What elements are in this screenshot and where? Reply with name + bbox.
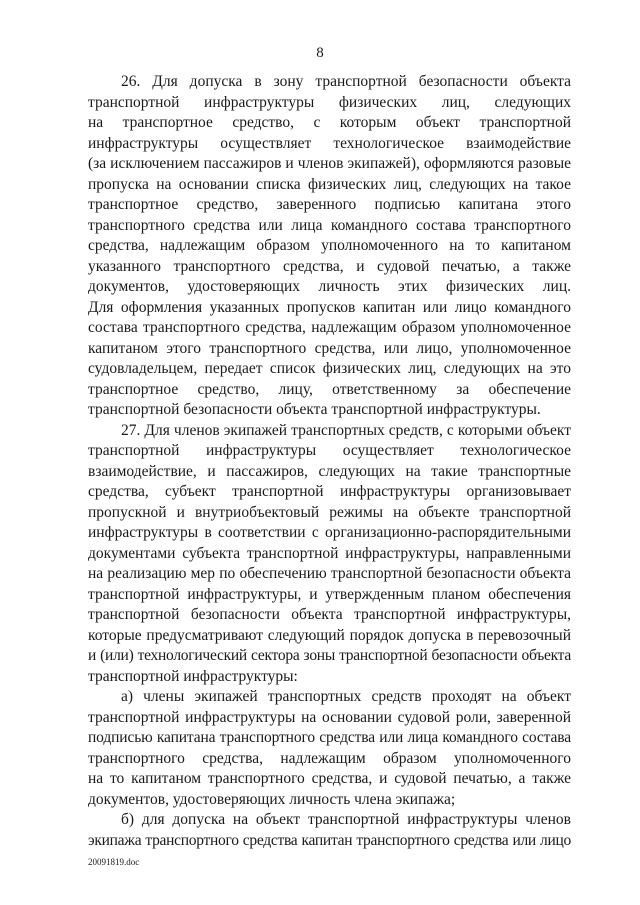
text-line: документов, удостоверяющих личность этих физических лиц.: [88, 278, 571, 295]
text-line: инфраструктуры в соответствии с организационно-распорядительными: [88, 524, 571, 541]
text-line: пропускной и внутриобъектовый режимы на объекте транспортной: [88, 503, 571, 521]
text-line: взаимодействие, и пассажиров, следующих на такие транспортные: [88, 462, 571, 480]
text-line: документами субъекта транспортной инфраструктуры, направленными: [88, 544, 571, 562]
text-line: транспортного средства или лица командного состава транспортного: [88, 216, 571, 234]
page-number: 8: [316, 45, 324, 61]
document-body: [88, 72, 571, 851]
text-line: 27. Для членов экипажей транспортных средств, с которыми объект: [121, 421, 571, 439]
text-line: на транспортное средство, с которым объект транспортной: [88, 114, 571, 131]
text-line: капитаном этого транспортного средства, или лицо, уполномоченное: [88, 339, 571, 357]
footer-filename: 20091819.doc: [88, 857, 140, 867]
text-line: б) для допуска на объект транспортной инфраструктуры членов: [121, 811, 571, 828]
text-line: транспортной инфраструктуры, и утвержденным планом обеспечения: [88, 585, 571, 603]
text-line: подписью капитана транспортного средства или лица командного состава: [88, 729, 571, 746]
text-line: транспортной безопасности объекта транспортной инфраструктуры,: [88, 606, 571, 623]
text-line: экипажа транспортного средства капитан транспортного средства или лицо: [88, 831, 571, 849]
text-line: транспортной инфраструктуры:: [88, 667, 298, 685]
text-line: транспортного средства, надлежащим образом уполномоченного: [88, 749, 571, 767]
text-line: транспортной инфраструктуры осуществляет технологическое: [88, 442, 571, 459]
text-line: указанного транспортного средства, и судовой печатью, а также: [88, 257, 571, 275]
text-line: судовладельцем, передает список физических лиц, следующих на это: [88, 360, 571, 377]
text-line: транспортной инфраструктуры физических лиц, следующих: [88, 93, 571, 111]
text-line: на реализацию мер по обеспечению транспортной безопасности объекта: [88, 565, 571, 582]
text-line: транспортной инфраструктуры на основании судовой роли, заверенной: [88, 708, 571, 726]
text-line: которые предусматривают следующий порядок допуска в перевозочный: [88, 626, 571, 644]
text-line: и (или) технологический сектора зоны транспортной безопасности объекта: [88, 647, 571, 664]
text-line: на то капитаном транспортного средства, и судовой печатью, а также: [88, 770, 571, 787]
paragraph-27: [88, 421, 571, 688]
text-line: а) члены экипажей транспортных средств проходят на объект: [121, 688, 571, 705]
text-line: средства, надлежащим образом уполномоченного на то капитаном: [88, 237, 571, 254]
text-line: транспортное средство, лицу, ответственному за обеспечение: [88, 380, 571, 398]
text-line: пропуска на основании списка физических лиц, следующих на такое: [88, 175, 571, 193]
text-line: документов, удостоверяющих личность члена экипажа;: [88, 790, 456, 808]
text-line: транспортное средство, заверенного подписью капитана этого: [88, 196, 571, 213]
text-line: транспортной безопасности объекта транспортной инфраструктуры.: [88, 401, 541, 418]
text-line: 26. Для допуска в зону транспортной безопасности объекта: [121, 73, 571, 90]
text-line: средства, субъект транспортной инфраструктуры организовывает: [88, 483, 571, 500]
paragraph-27-item-b: [88, 810, 571, 851]
text-line: Для оформления указанных пропусков капитан или лицо командного: [88, 298, 571, 316]
text-line: инфраструктуры осуществляет технологическое взаимодействие: [88, 134, 571, 152]
paragraph-26: [88, 72, 571, 421]
text-line: (за исключением пассажиров и членов экипажей), оформляются разовые: [88, 155, 571, 172]
text-line: состава транспортного средства, надлежащим образом уполномоченное: [88, 319, 571, 336]
paragraph-27-item-a: [88, 687, 571, 810]
